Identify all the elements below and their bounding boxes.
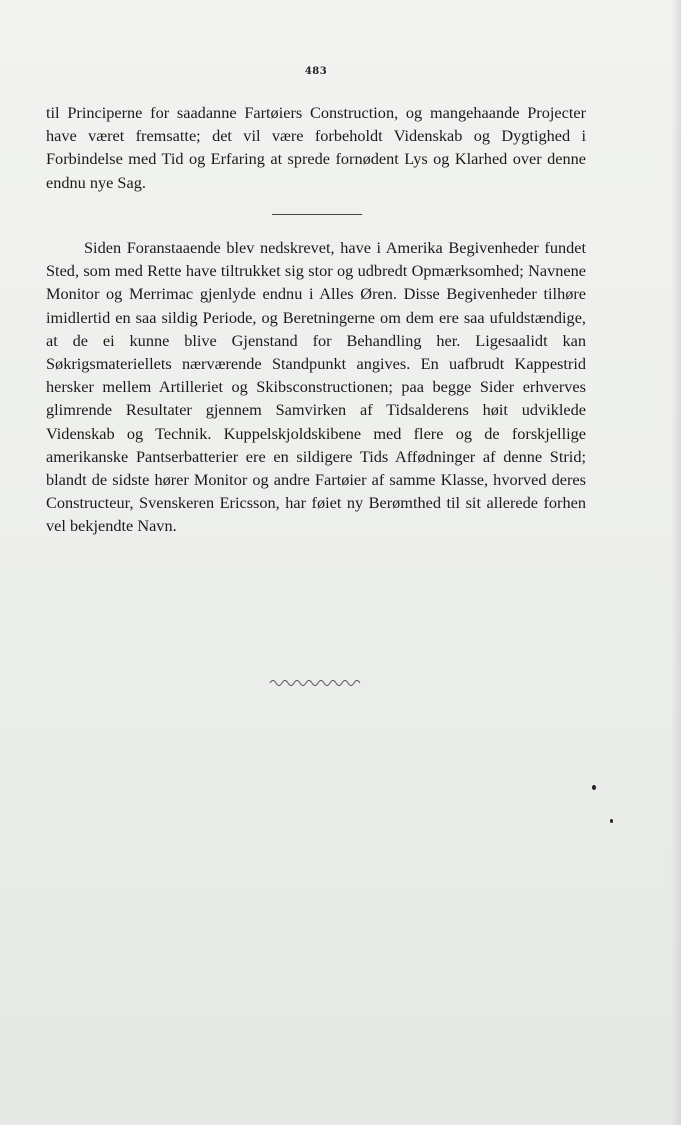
end-ornament-icon (268, 676, 363, 690)
paragraph-continuation: til Principerne for saadanne Fartøiers Construction, og mangehaande Projecter have været fremsatte; det vil være forbeholdt Videnskab og Dygtighed i Forbindelse med Tid og Erfaring at sprede fornødent Lys og Klarhed over denne endnu nye Sag. (46, 103, 586, 192)
paragraph-postscript: Siden Foranstaaende blev nedskrevet, have i Amerika Begivenheder fundet Sted, som med Rette have tiltrukket sig stor og udbredt Opmærksomhed; Navnene Monitor og Merrimac gjenlyde endnu i Alles Øren. Disse Begivenheder tilhøre imidlertid en saa sildig Periode, og Beretningerne om dem ere saa ufuldstændige, at de ei kunne blive Gjenstand for Behandling her. Ligesaalidt kan Søkrigsmateriellets nærværende Standpunkt angives. En uafbrudt Kappestrid hersker mellem Artilleriet og Skibsconstructionen; paa begge Sider erhverves glimrende Resultater gjennem Samvirken af Tidsalderens høit udviklede Videnskab og Technik. Kuppelskjoldskibene med flere og de forskjellige amerikanske Pantserbatterier ere en sildigere Tids Affødninger af denne Strid; blandt de sidste hører Monitor og andre Fartøier af samme Klasse, hvorved deres Constructeur, Svenskeren Ericsson, har føiet ny Berømthed til sit allerede forhen vel bekjendte Navn. (46, 238, 586, 536)
ink-speck-mark (610, 819, 613, 823)
section-divider-rule (272, 214, 362, 215)
ink-speck-mark (592, 785, 596, 790)
page-number: 483 (304, 66, 328, 77)
